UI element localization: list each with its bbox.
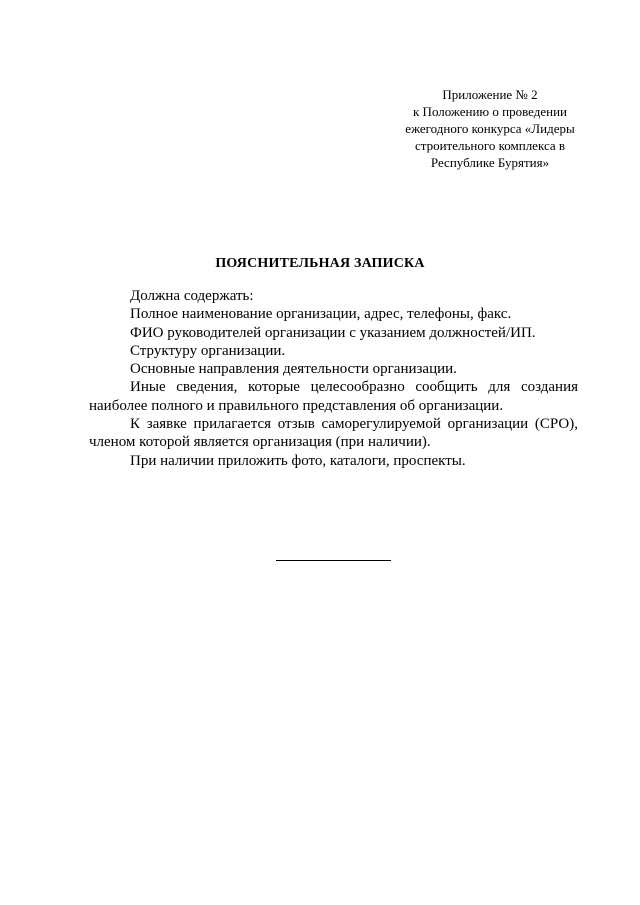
document-title: ПОЯСНИТЕЛЬНАЯ ЗАПИСКА [215, 256, 425, 271]
appendix-line: к Положению о проведении [412, 104, 568, 119]
paragraph-sro-review: К заявке прилагается отзыв саморегулируемой организации (СРО), членом которой является организация (при наличии). [89, 416, 578, 451]
paragraph-structure: Структуру организации. [130, 342, 286, 359]
appendix-line: Республике Бурятия» [430, 155, 550, 170]
appendix-note [380, 86, 600, 171]
document-body [89, 287, 578, 470]
signature-line [276, 560, 391, 561]
paragraph-activities: Основные направления деятельности организации. [130, 361, 457, 378]
paragraph-other-info: Иные сведения, которые целесообразно сообщить для создания наиболее полного и правильного представления об организации. [89, 379, 578, 414]
paragraph-full-name: Полное наименование организации, адрес, телефоны, факс. [130, 306, 512, 323]
appendix-line: строительного комплекса в [414, 138, 566, 153]
paragraph-attachments: При наличии приложить фото, каталоги, проспекты. [130, 452, 466, 469]
paragraph-intro: Должна содержать: [130, 288, 254, 304]
paragraph-managers: ФИО руководителей организации с указанием должностей/ИП. [130, 324, 536, 341]
appendix-line: Приложение № 2 [442, 87, 538, 102]
appendix-line: ежегодного конкурса «Лидеры [405, 121, 575, 136]
